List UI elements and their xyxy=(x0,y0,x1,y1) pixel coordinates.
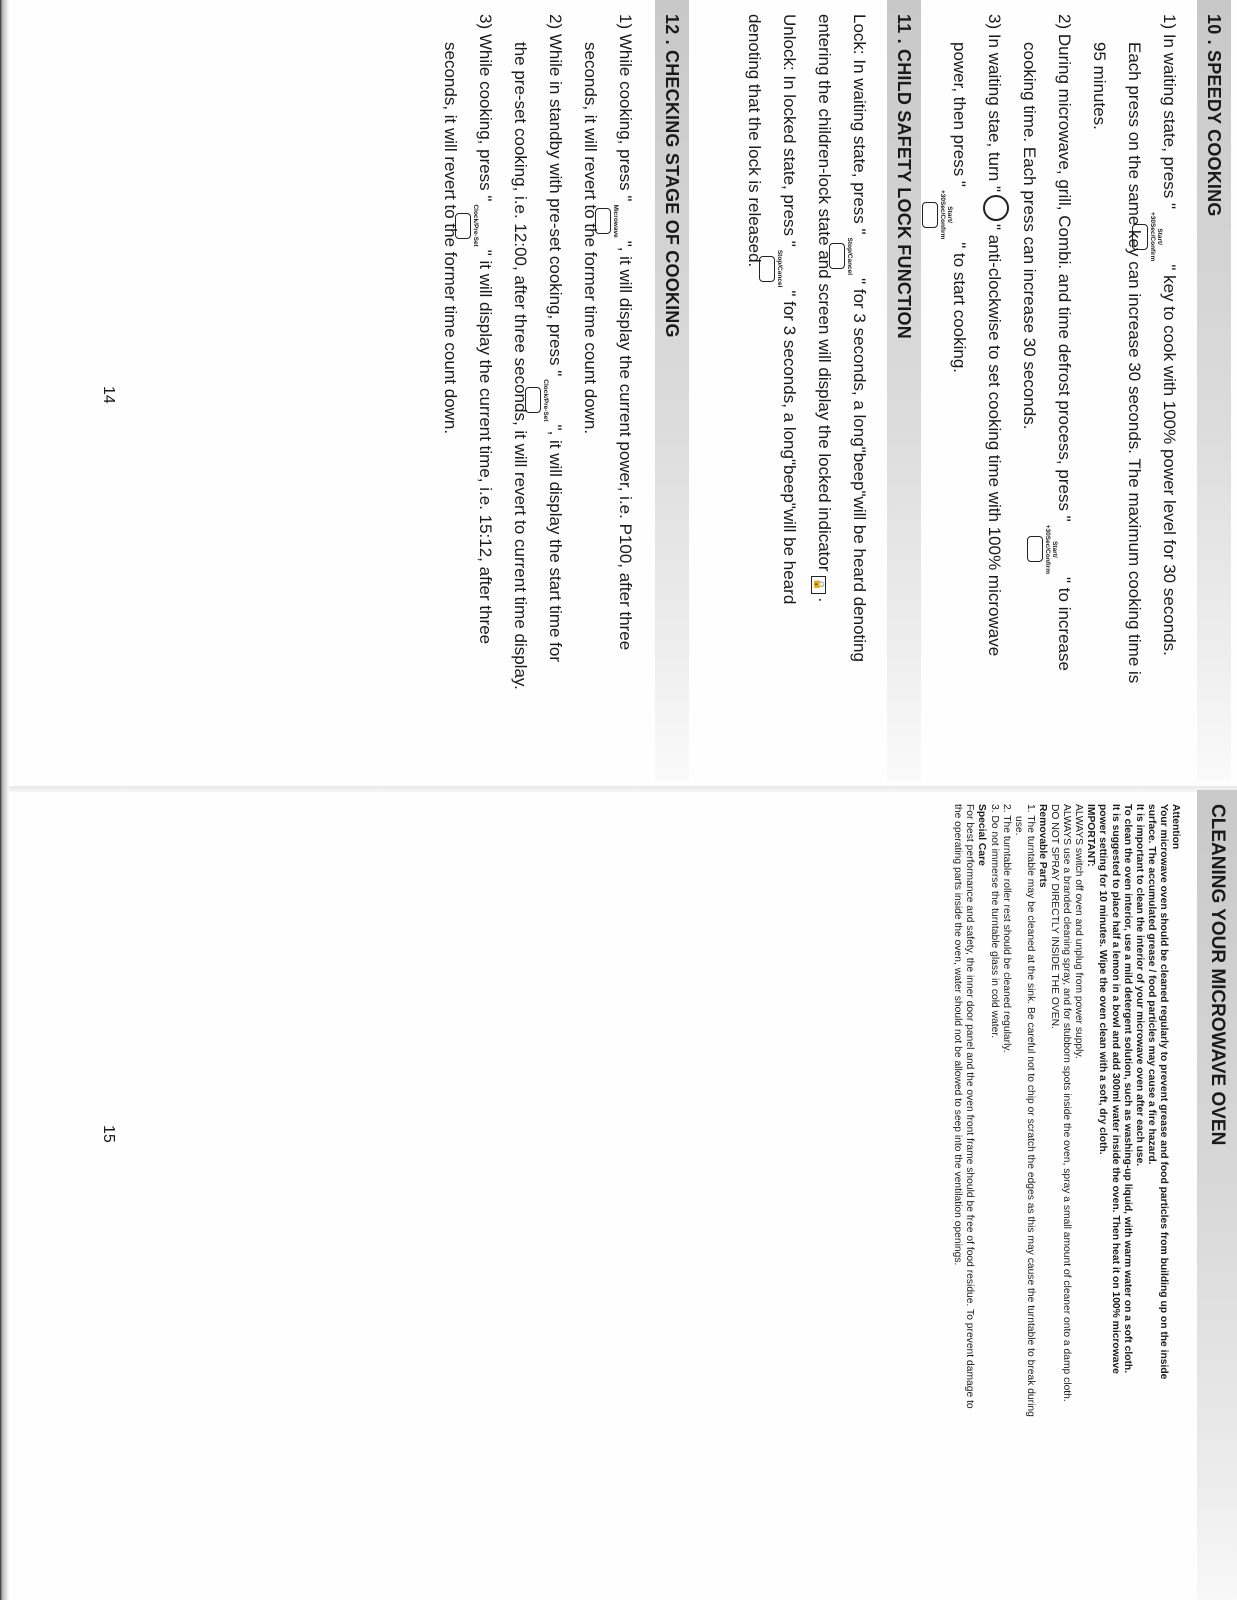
lock-indicator-icon: 🔒 xyxy=(811,576,826,594)
important-line-1: ALWAYS switch off oven and unplug from power supply. xyxy=(1073,804,1085,1059)
cleaning-body xyxy=(951,804,1181,1584)
microwave-key-icon: Microwave xyxy=(595,204,619,237)
start-confirm-key-icon: Start/ +30Sec/Confirm xyxy=(922,190,953,239)
removable-line-1: 1. The turntable may be cleaned at the sink. Be careful not to chip or scratch the edges as this may cause the turntable to break during xyxy=(1024,804,1036,1417)
s11-line-4: denoting that the lock is released. xyxy=(745,14,764,268)
attention-heading: Attention xyxy=(1170,804,1181,850)
attention-line-1: Your microwave oven should be cleaned regularly to prevent grease and food particles from building up on the inside xyxy=(1157,804,1169,1380)
dial-knob-icon xyxy=(983,195,1009,221)
s11-line-3: Unlock: In locked state, press " Stop/Cancel " for 3 seconds, a long"beep"will be heard xyxy=(759,14,805,604)
s10-line-6: 3) In waiting stae, turn "" anti-clockwise to set cooking time with 100% microwave xyxy=(979,14,1010,656)
scan-edge-shadow xyxy=(0,0,9,1600)
removable-line-1b: use. xyxy=(1012,816,1024,836)
special-care-line-1: For best performance and safety, the inner door panel and the oven front frame should be free of food residue. To prevent damage to xyxy=(964,804,976,1409)
stop-cancel-key-icon: Stop/Cancel xyxy=(829,238,853,276)
attention-line-6: power setting for 10 minutes. Wipe the oven clean with a soft, dry cloth. xyxy=(1097,804,1109,1155)
attention-line-3: It is important to clean the interior of your microwave oven after each use. xyxy=(1133,804,1145,1167)
s12-line-6: seconds, it will revert to the former time count down. xyxy=(441,42,460,435)
stop-cancel-key-icon: Stop/Cancel xyxy=(759,250,783,288)
page-15 xyxy=(0,790,1237,1600)
attention-line-5: It is suggested to place half a lemon in a bowl and add 300ml water inside the oven. Then heat it on 100% microwave xyxy=(1109,804,1121,1374)
s12-line-2: seconds, it will revert to the former time count down. xyxy=(581,42,600,435)
s12-line-1: 1) While cooking, press " Microwave ", it will display the current power, i.e. P100, after three xyxy=(595,14,641,650)
clock-preset-key-icon: Clock/Pre-Set xyxy=(525,379,549,421)
attention-line-4: To clean the oven interior, use a mild detergent solution, such as washing-up liquid, with warm water on a soft cloth. xyxy=(1121,804,1133,1374)
attention-line-2: surface. The accumulated grease / food particles may cause a fire hazard. xyxy=(1145,804,1157,1165)
removable-line-3: 3. Do not immerse the turntable glass in cold water. xyxy=(988,804,1000,1039)
section-12-heading: 12 . CHECKING STAGE OF COOKING xyxy=(655,0,689,780)
page-number-14: 14 xyxy=(100,386,117,404)
clock-preset-key-icon: Clock/Pre-Set xyxy=(455,204,479,246)
s10-line-2: Each press on the same key can increase 30 seconds. The maximum cooking time is xyxy=(1125,42,1144,684)
important-line-2: ALWAYS use a branded cleaning spray, and for stubborn spots inside the oven, spray a small amount of cleaner onto a damp cloth. xyxy=(1061,804,1073,1402)
important-heading: IMPORTANT: xyxy=(1085,804,1097,867)
s12-line-5: 3) While cooking, press " Clock/Pre-Set " it will display the current time, i.e. 15:12, after three xyxy=(455,14,501,644)
s12-line-3: 2) While in standby with pre-set cooking, press " Clock/Pre-Set ", it will display the start time for xyxy=(525,14,571,662)
start-confirm-key-icon: Start/ +30Sec/Confirm xyxy=(1027,525,1058,574)
removable-line-2: 2. The turntable roller rest should be cleaned regularly. xyxy=(1000,804,1012,1053)
special-care-line-2: the operating parts inside the oven, water should not be allowed to seep into the ventilation openings. xyxy=(952,804,964,1266)
special-care-heading: Special Care xyxy=(976,804,988,866)
s11-line-2: entering the children-lock state and screen will display the locked indicator🔒. xyxy=(813,14,834,603)
page-14 xyxy=(0,0,1237,790)
removable-heading: Removable Parts xyxy=(1036,804,1048,888)
s11-line-1: Lock: In waiting state, press " Stop/Cancel " for 3 seconds, a long"beep"will be heard denoting xyxy=(829,14,875,662)
s12-line-4: the pre-set cooking, i.e. 12:00, after three seconds, it will revert to current time display. xyxy=(511,42,530,690)
start-confirm-key-icon: Start/ +30Sec/Confirm xyxy=(1132,212,1163,261)
section-10-heading: 10 . SPEEDY COOKING xyxy=(1197,0,1231,780)
s10-line-3: 95 minutes. xyxy=(1090,42,1109,130)
cleaning-heading: CLEANING YOUR MICROWAVE OVEN xyxy=(1197,790,1237,1600)
s10-line-5: cooking time. Each press can increase 30 seconds. xyxy=(1020,42,1039,430)
s10-line-4: 2) During microwave, grill, Combi. and time defrost process, press " Start/ +30Sec/Confirm " to increase xyxy=(1027,14,1080,671)
important-line-3: DO NOT SPRAY DIRECTLY INSIDE THE OVEN. xyxy=(1049,804,1061,1029)
s10-line-1: 1) In waiting state, press " Start/ +30Sec/Confirm " key to cook with 100% power level for 30 seconds. xyxy=(1132,14,1185,656)
s10-line-7: power, then press " Start/ +30Sec/Confirm " to start cooking. xyxy=(922,14,975,373)
section-11-heading: 11 . CHILD SAFETY LOCK FUNCTION xyxy=(887,0,921,780)
page-number-15: 15 xyxy=(100,1125,117,1143)
